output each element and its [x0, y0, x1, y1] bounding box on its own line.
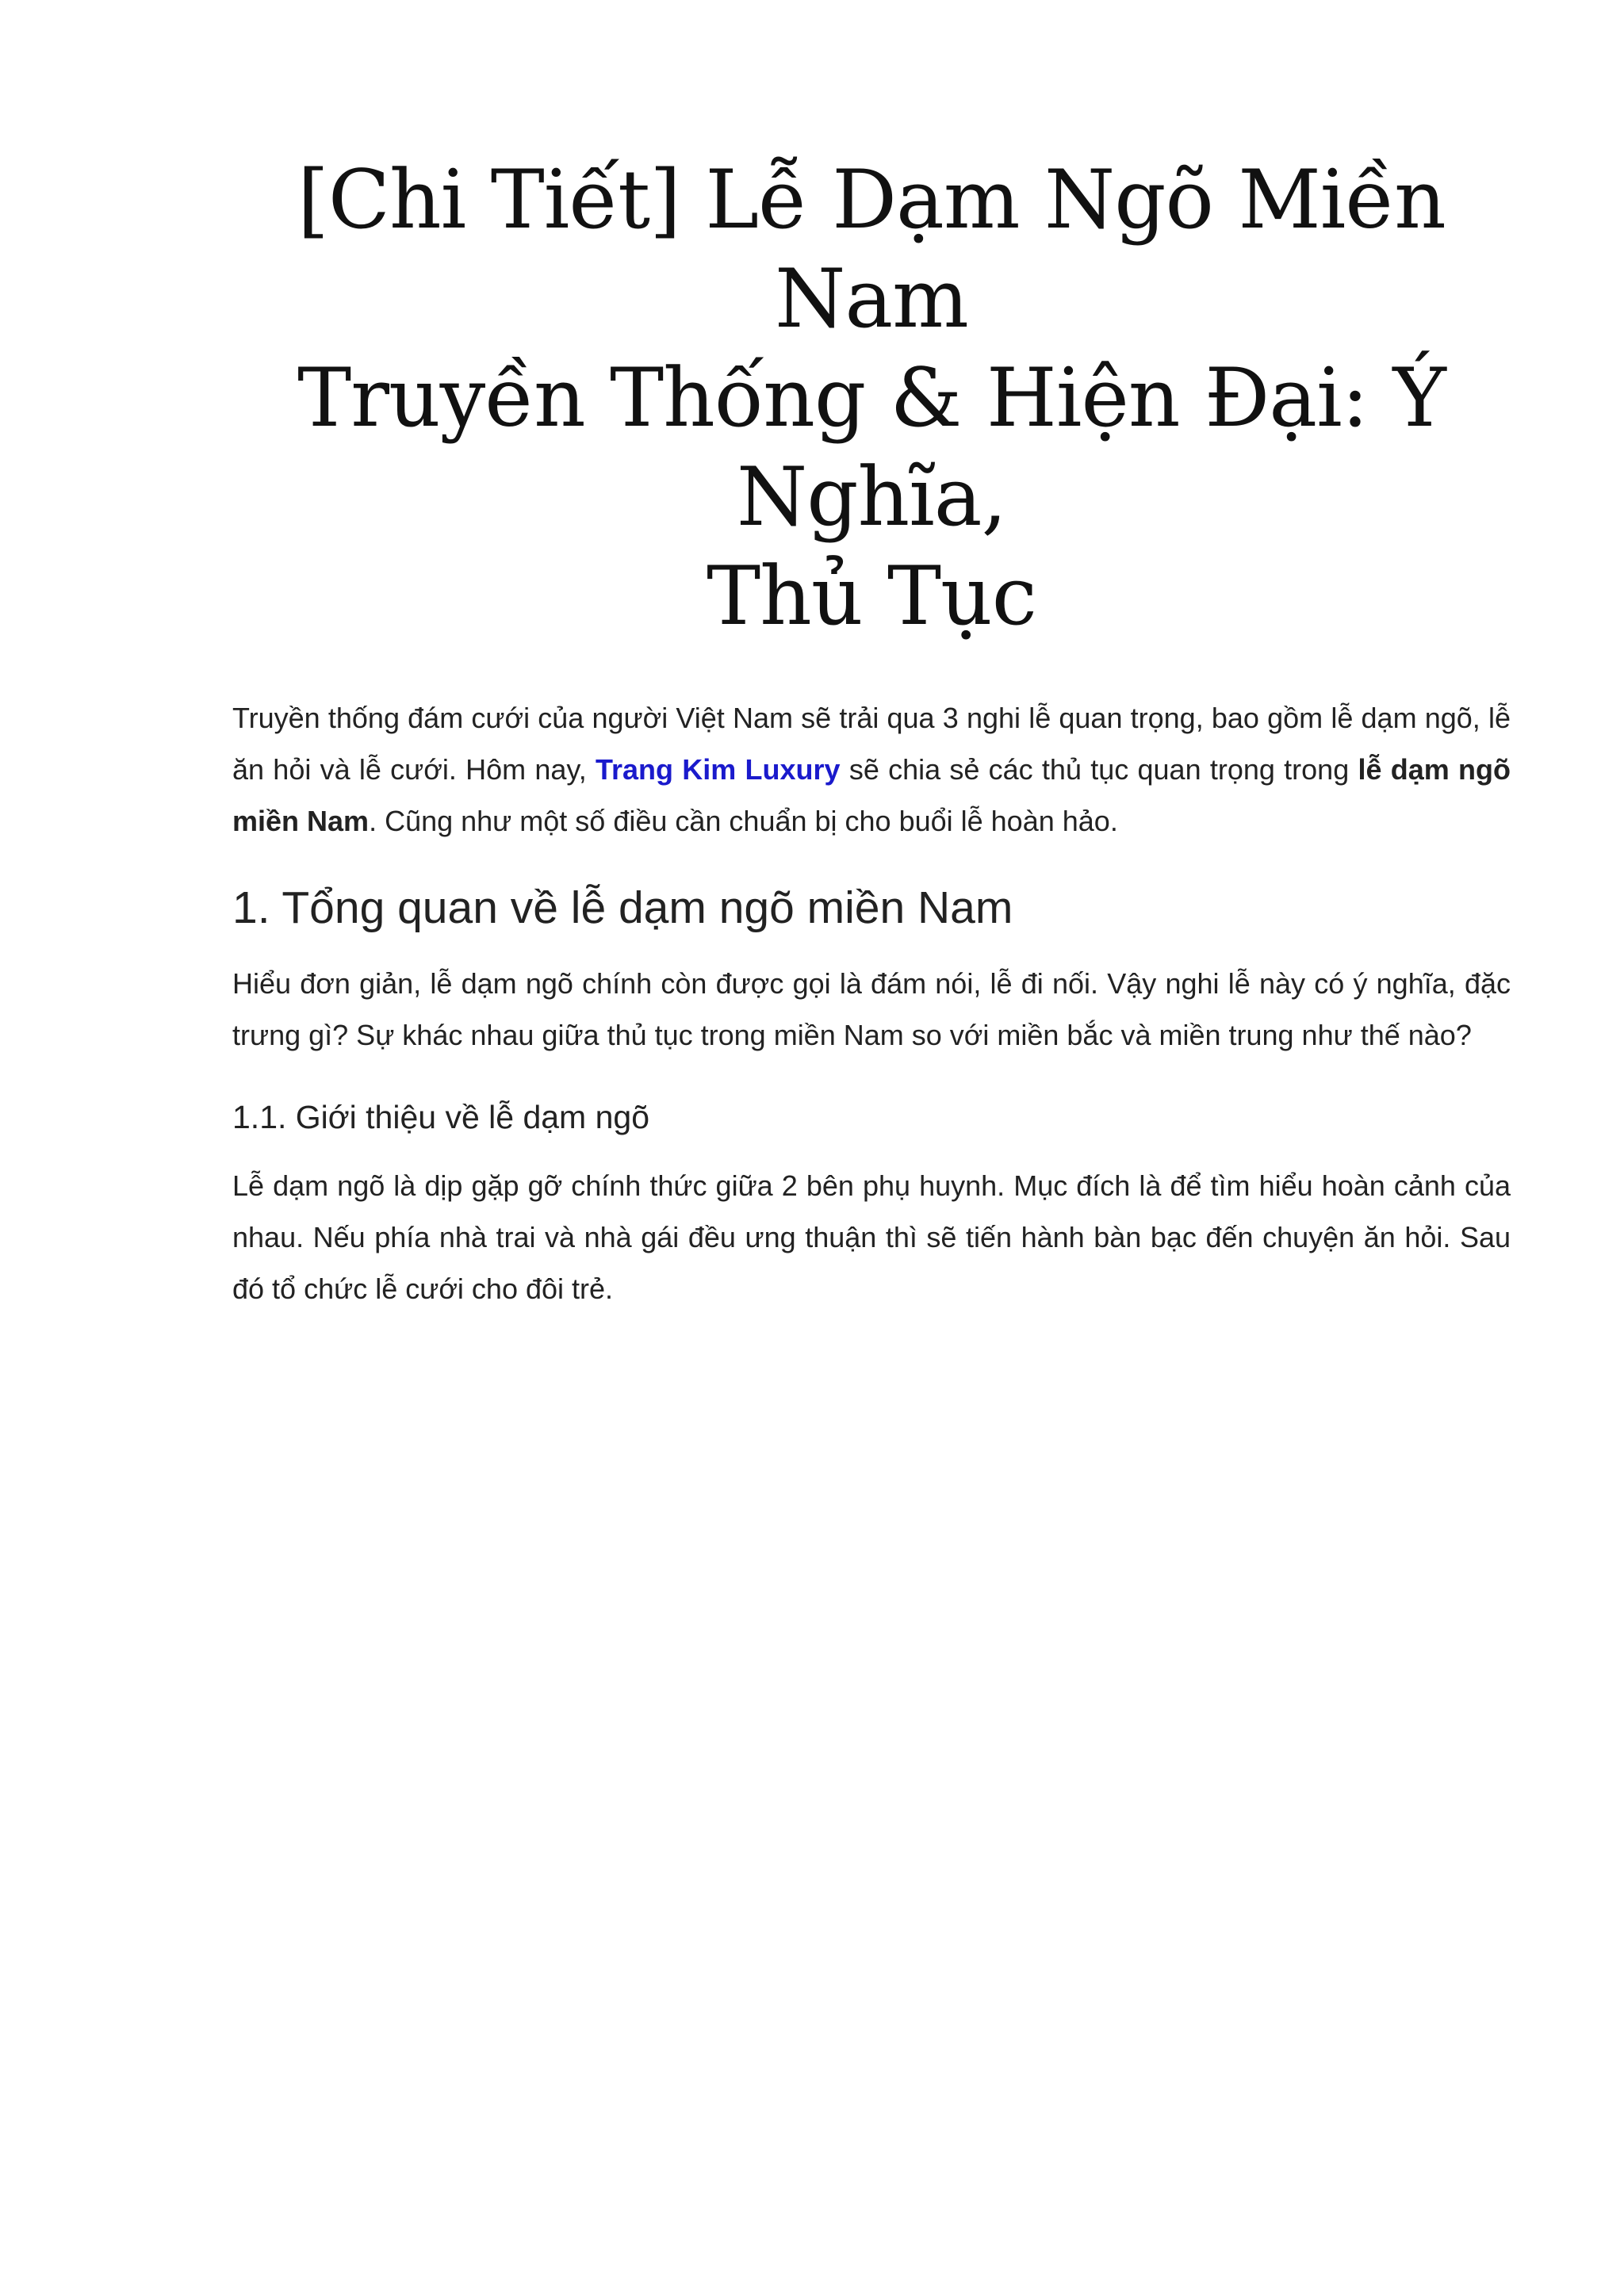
- title-line-2: Truyền Thống & Hiện Đại: Ý Nghĩa,: [297, 351, 1446, 545]
- title-line-1: [Chi Tiết] Lễ Dạm Ngõ Miền Nam: [297, 153, 1446, 346]
- section-1-heading: 1. Tổng quan về lễ dạm ngõ miền Nam: [232, 882, 1013, 933]
- section-1-paragraph: Hiểu đơn giản, lễ dạm ngõ chính còn được gọi là đám nói, lễ đi nối. Vậy nghi lễ này có ý nghĩa, đặc trưng gì? Sự khác nhau giữa thủ tục trong miền Nam so với miền bắc và miền trung như thế nào?: [232, 967, 1511, 1051]
- section-1-1-heading: 1.1. Giới thiệu về lễ dạm ngõ: [232, 1099, 650, 1135]
- intro-bold-keyword: lễ dạm ngõ miền Nam: [232, 753, 1511, 837]
- intro-text-1: Truyền thống đám cưới của người Việt Nam sẽ trải qua 3 nghi lễ quan trọng, bao gồm lễ dạm ngõ, lễ ăn hỏi và lễ cưới. Hôm nay,: [232, 702, 1511, 786]
- document-content: [232, 151, 1511, 1314]
- intro-text-2: sẽ chia sẻ các thủ tục quan trọng trong: [840, 753, 1358, 786]
- intro-paragraph: [232, 692, 1511, 847]
- section-1-1-paragraph: Lễ dạm ngõ là dịp gặp gỡ chính thức giữa 2 bên phụ huynh. Mục đích là để tìm hiểu hoàn cảnh của nhau. Nếu phía nhà trai và nhà gái đều ưng thuận thì sẽ tiến hành bàn bạc đến chuyện ăn hỏi. Sau đó tổ chức lễ cưới cho đôi trẻ.: [232, 1169, 1511, 1305]
- page-title: [232, 151, 1511, 646]
- intro-text-3: . Cũng như một số điều cần chuẩn bị cho buổi lễ hoàn hảo.: [369, 805, 1118, 837]
- trang-kim-luxury-link[interactable]: Trang Kim Luxury: [596, 753, 841, 786]
- title-line-3: Thủ Tục: [707, 549, 1036, 644]
